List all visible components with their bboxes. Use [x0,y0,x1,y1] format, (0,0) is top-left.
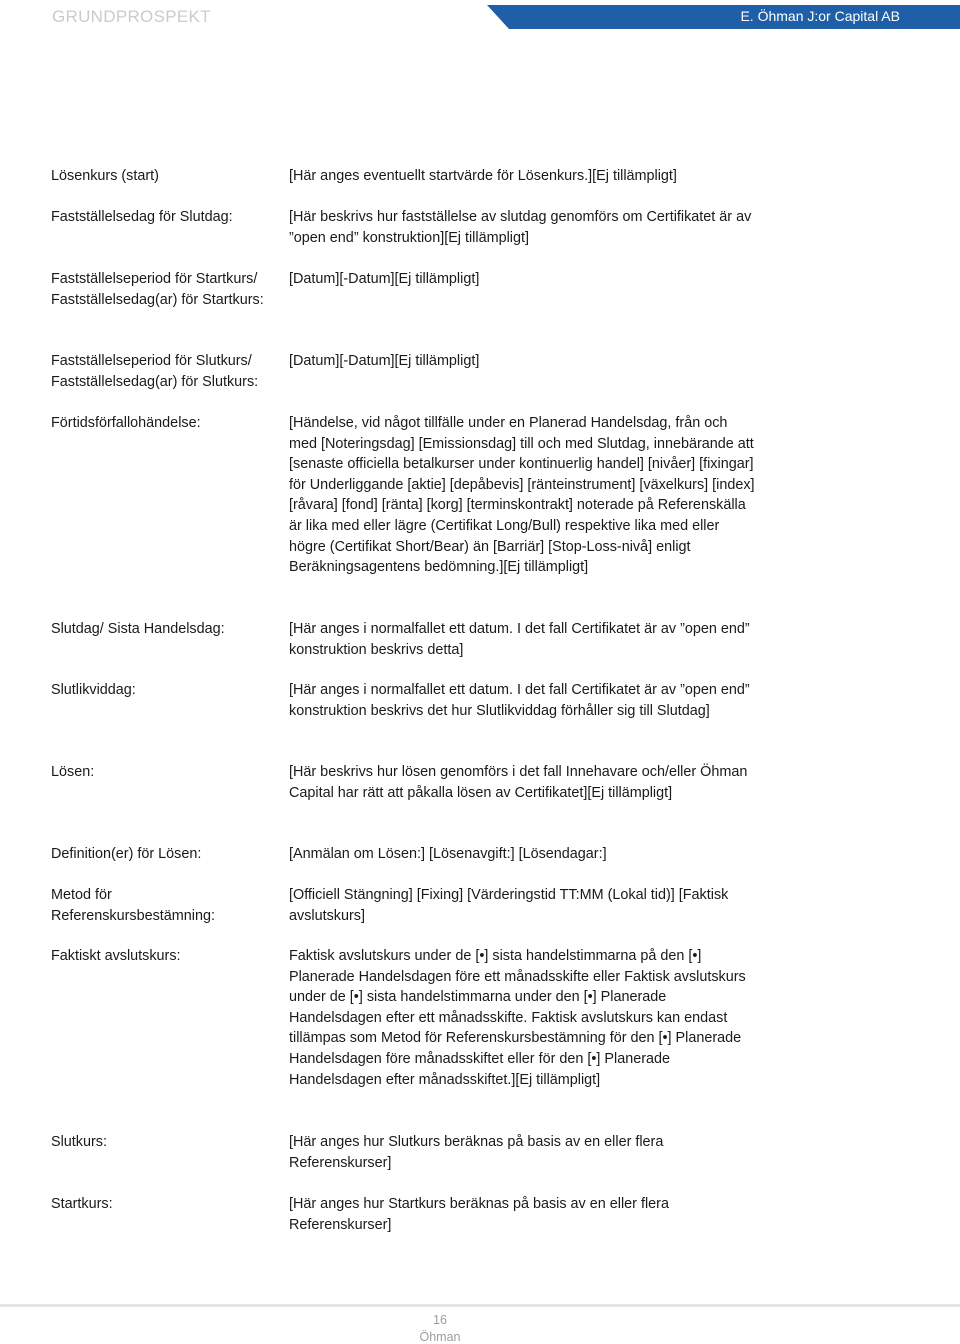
term-value: Faktisk avslutskurs under de [•] sista handelstimmarna på den [•] Planerade Handelsdagen före ett månadsskifte eller Faktisk avslutskurs under de [•] sista handelstimmarna under den [•] Planerade Handelsdagen efter ett månadsskifte. Faktisk avslutskurs kan endast tillämpas som Metod för Referenskursbestämning för den [•] Planerade Handelsdagen före månadsskiftet eller för den [•] Planerade Handelsdagen efter månadsskiftet.][Ej tillämpligt] [289,948,746,1088]
term-value: [Här anges eventuellt startvärde för Lösenkurs.][Ej tillämpligt] [289,168,677,184]
term-label: Slutkurs: [51,1134,107,1150]
term-value: [Datum][-Datum][Ej tillämpligt] [289,353,480,369]
term-value: [Händelse, vid något tillfälle under en Planerad Handelsdag, från och med [Noteringsdag] [Emissionsdag] till och med Slutdag, innebärande att [senaste officiella betalkurser under kontinuerlig handel] [nivåer] [fixingar] för Underliggande [aktie] [depåbevis] [ränteinstrument] [växelkurs] [index] [råvara] [fond] [ränta] [korg] [terminskontrakt] noterade på Referenskälla är lika med eller lägre (Certifikat Long/Bull) respektive lika med eller högre (Certifikat Short/Bear) än [Barriär] [Stop-Loss-nivå] enligt Beräkningsagentens bedömning.][Ej tillämpligt] [289,415,755,576]
term-label: Startkurs: [51,1196,113,1212]
term-label: Fastställelsedag för Slutdag: [51,209,233,225]
company-name: E. Öhman J:or Capital AB [740,8,900,24]
term-label: Faktiskt avslutskurs: [51,948,181,964]
term-label: Slutlikviddag: [51,682,136,698]
term-value: [Här anges hur Startkurs beräknas på basis av en eller flera Referenskurser] [289,1196,669,1233]
term-label: Fastställelseperiod för Slutkurs/ Fastställelsedag(ar) för Slutkurs: [51,353,259,390]
term-label: Metod för Referenskursbestämning: [51,887,215,924]
page-number: 16 [433,1313,447,1327]
term-value: [Här beskrivs hur lösen genomförs i det fall Innehavare och/eller Öhman Capital har rätt att påkalla lösen av Certifikatet][Ej tillämpligt] [289,764,748,801]
term-value: [Här anges i normalfallet ett datum. I det fall Certifikatet är av ”open end” konstruktion beskrivs det hur Slutlikviddag förhåller sig till Slutdag] [289,682,750,719]
term-value: [Här anges i normalfallet ett datum. I det fall Certifikatet är av ”open end” konstruktion beskrivs detta] [289,621,750,658]
footer-brand: Öhman [419,1330,461,1344]
document-title: GRUNDPROSPEKT [52,7,211,26]
term-label: Fastställelseperiod för Startkurs/ Fastställelsedag(ar) för Startkurs: [51,271,264,308]
term-label: Definition(er) för Lösen: [51,846,202,862]
term-value: [Datum][-Datum][Ej tillämpligt] [289,271,480,287]
term-value: [Här beskrivs hur fastställelse av slutdag genomförs om Certifikatet är av ”open end” konstruktion][Ej tillämpligt] [289,209,752,246]
term-label: Lösenkurs (start) [51,168,159,184]
footer-divider [0,1304,960,1307]
term-value: [Här anges hur Slutkurs beräknas på basis av en eller flera Referenskurser] [289,1134,664,1171]
term-label: Slutdag/ Sista Handelsdag: [51,621,225,637]
term-label: Förtidsförfallohändelse: [51,415,201,431]
term-label: Lösen: [51,764,95,780]
term-value: [Officiell Stängning] [Fixing] [Värderingstid TT:MM (Lokal tid)] [Faktisk avslutskurs] [289,887,729,924]
term-value: [Anmälan om Lösen:] [Lösenavgift:] [Lösendagar:] [289,846,607,862]
